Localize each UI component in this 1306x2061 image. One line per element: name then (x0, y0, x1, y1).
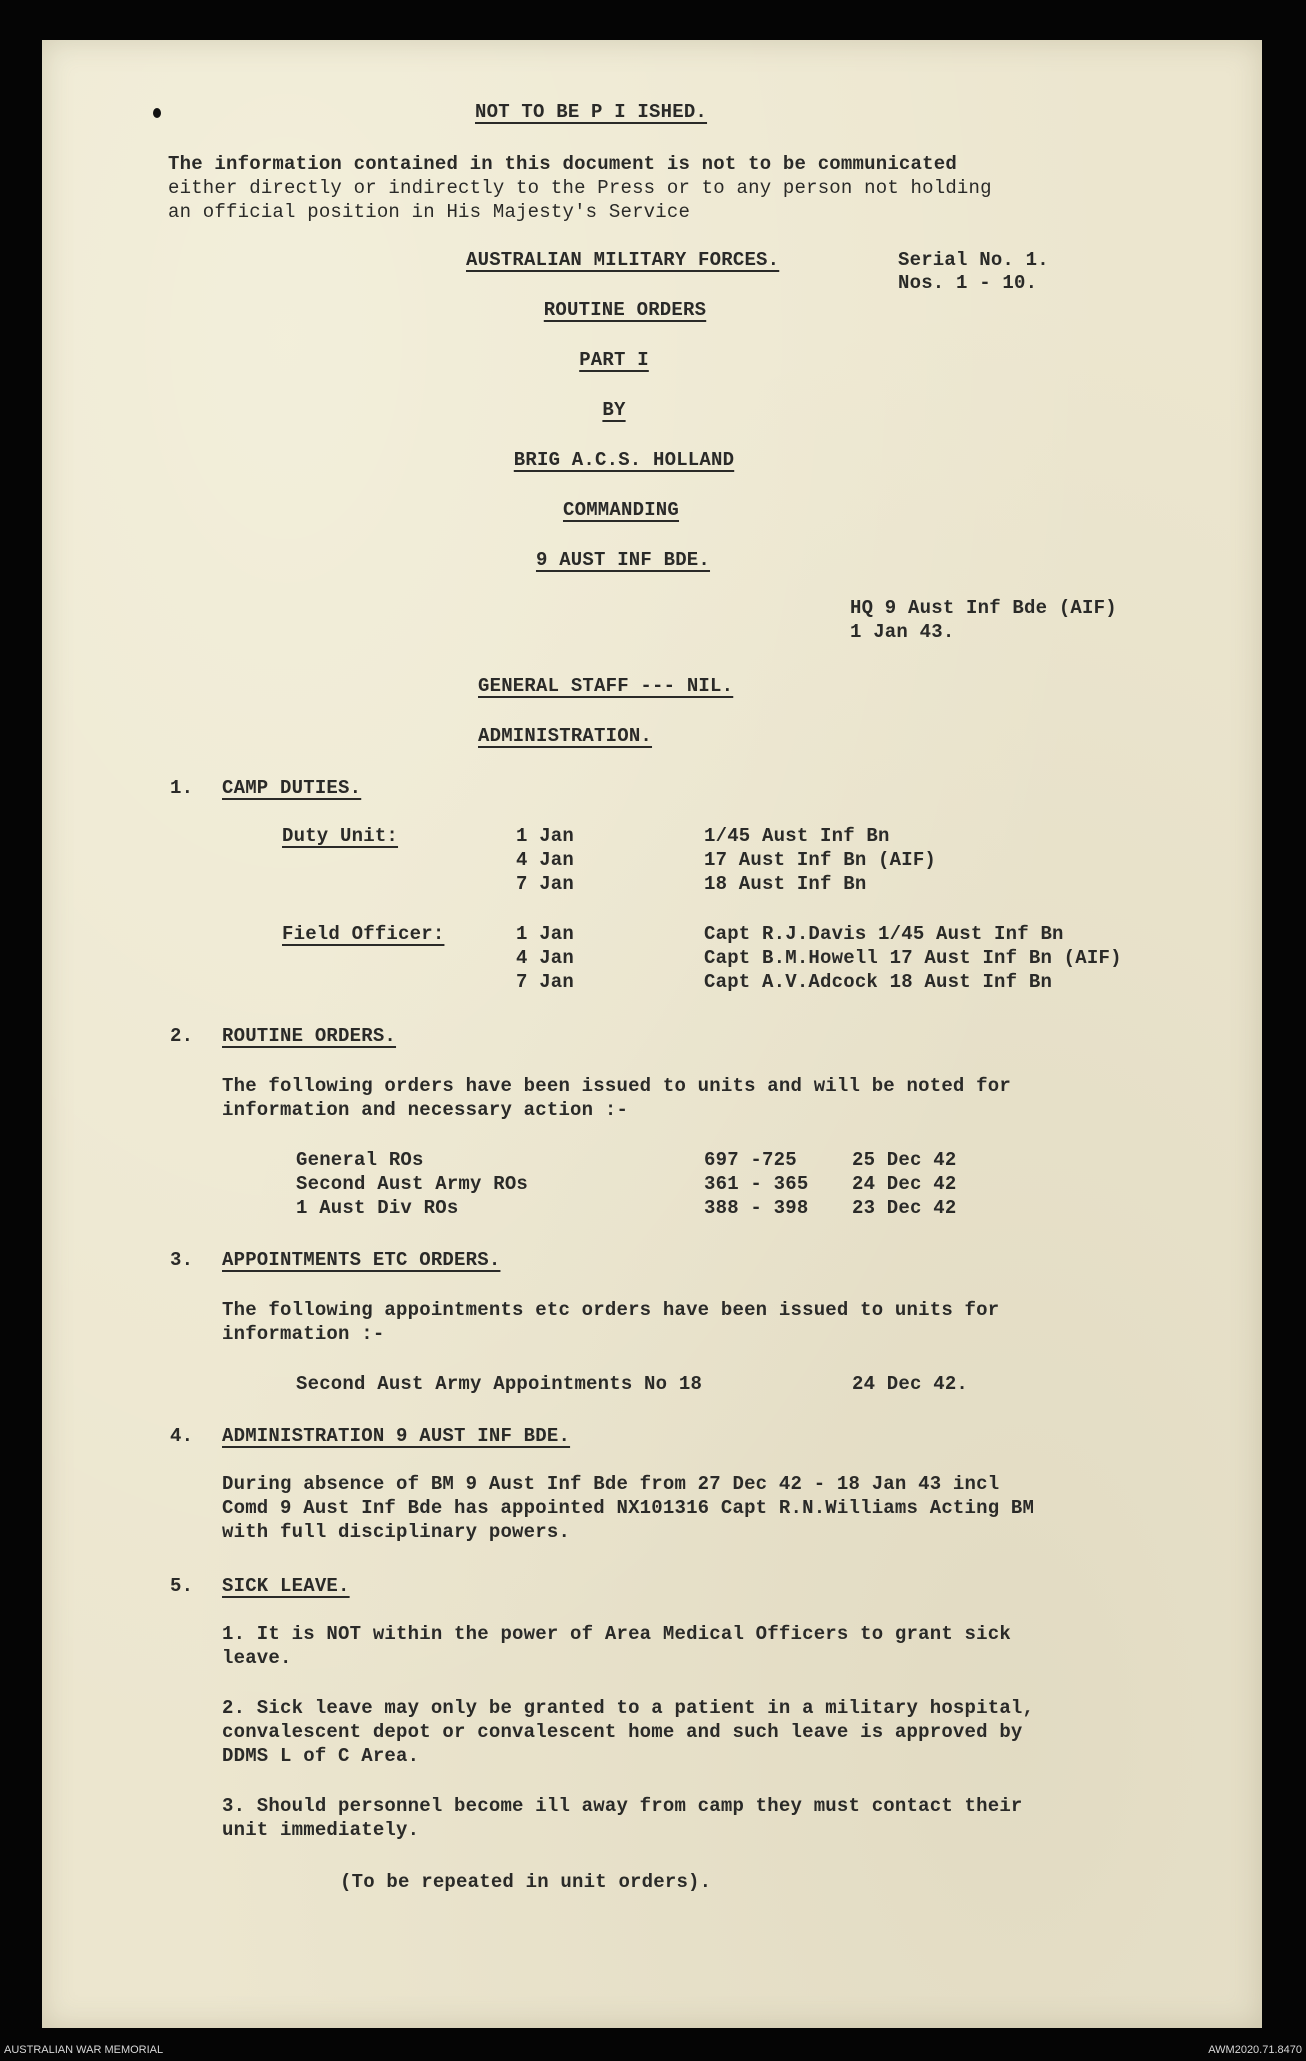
sick-leave-para-3: 3. Should personnel become ill away from camp they must contact their (222, 1795, 1023, 1817)
field-officer-label: Field Officer: (282, 923, 445, 945)
repeat-note: (To be repeated in unit orders). (340, 1871, 712, 1893)
section-3-number: 3. (170, 1249, 194, 1271)
notice-line-2: either directly or indirectly to the Press or to any person not holding (168, 177, 992, 199)
order-date: 23 Dec 42 (852, 1197, 957, 1219)
duty-date: 4 Jan (516, 849, 575, 871)
duty-date: 7 Jan (516, 873, 575, 895)
section-2-title: ROUTINE ORDERS. (222, 1025, 397, 1047)
brigade-title: 9 AUST INF BDE. (535, 549, 711, 571)
section-4-number: 4. (170, 1425, 194, 1447)
commanding-title: COMMANDING (562, 499, 680, 521)
field-date: 7 Jan (516, 971, 575, 993)
ink-blot (153, 108, 161, 118)
notice-line-3: an official position in His Majesty's Service (168, 201, 691, 223)
section-2-number: 2. (170, 1025, 194, 1047)
section-4-title: ADMINISTRATION 9 AUST INF BDE. (222, 1425, 571, 1447)
notice-line-1: The information contained in this document is not to be communicated (168, 153, 957, 175)
section-3-title: APPOINTMENTS ETC ORDERS. (222, 1249, 501, 1271)
routine-orders-title: ROUTINE ORDERS (543, 299, 707, 321)
section-4-body: with full disciplinary powers. (222, 1521, 571, 1543)
field-officer: Capt R.J.Davis 1/45 Aust Inf Bn (704, 923, 1064, 945)
duty-unit-label: Duty Unit: (282, 825, 399, 847)
duty-date: 1 Jan (516, 825, 575, 847)
sick-leave-para-2: DDMS L of C Area. (222, 1745, 420, 1767)
section-4-body: Comd 9 Aust Inf Bde has appointed NX101316 Capt R.N.Williams Acting BM (222, 1497, 1035, 1519)
field-officer: Capt A.V.Adcock 18 Aust Inf Bn (704, 971, 1053, 993)
sick-leave-para-2: convalescent depot or convalescent home and such leave is approved by (222, 1721, 1023, 1743)
field-date: 1 Jan (516, 923, 575, 945)
duty-unit: 1/45 Aust Inf Bn (704, 825, 890, 847)
order-name: 1 Aust Div ROs (296, 1197, 459, 1219)
sick-leave-para-3: unit immediately. (222, 1819, 420, 1841)
order-range: 697 -725 (704, 1149, 797, 1171)
hq-date: 1 Jan 43. (850, 621, 955, 643)
sick-leave-para-2: 2. Sick leave may only be granted to a patient in a military hospital, (222, 1697, 1035, 1719)
order-numbers: Nos. 1 - 10. (898, 272, 1038, 294)
order-date: 24 Dec 42 (852, 1173, 957, 1195)
section-4-body: During absence of BM 9 Aust Inf Bde from 27 Dec 42 - 18 Jan 43 incl (222, 1473, 1000, 1495)
sick-leave-para-1: leave. (222, 1647, 292, 1669)
administration-heading: ADMINISTRATION. (478, 725, 653, 747)
order-name: Second Aust Army ROs (296, 1173, 529, 1195)
footer-reference: AWM2020.71.8470 (1208, 2044, 1302, 2056)
hq-line: HQ 9 Aust Inf Bde (AIF) (850, 597, 1117, 619)
section-2-body: information and necessary action :- (222, 1099, 629, 1121)
order-date: 25 Dec 42 (852, 1149, 957, 1171)
restriction-heading: NOT TO BE P I ISHED. (475, 101, 708, 123)
section-5-title: SICK LEAVE. (222, 1575, 350, 1597)
section-2-body: The following orders have been issued to units and will be noted for (222, 1075, 1011, 1097)
section-3-body: information :- (222, 1323, 385, 1345)
section-5-number: 5. (170, 1575, 194, 1597)
footer-source: AUSTRALIAN WAR MEMORIAL (4, 2044, 164, 2056)
field-officer: Capt B.M.Howell 17 Aust Inf Bn (AIF) (704, 947, 1122, 969)
duty-unit: 17 Aust Inf Bn (AIF) (704, 849, 937, 871)
section-1-title: CAMP DUTIES. (222, 777, 362, 799)
sick-leave-para-1: 1. It is NOT within the power of Area Medical Officers to grant sick (222, 1623, 1011, 1645)
serial-number: Serial No. 1. (898, 249, 1049, 271)
general-staff-heading: GENERAL STAFF --- NIL. (478, 675, 734, 697)
commander-name: BRIG A.C.S. HOLLAND (513, 449, 735, 471)
order-range: 388 - 398 (704, 1197, 809, 1219)
appointment-date: 24 Dec 42. (852, 1373, 969, 1395)
by-title: BY (602, 399, 626, 421)
appointment-name: Second Aust Army Appointments No 18 (296, 1373, 703, 1395)
field-date: 4 Jan (516, 947, 575, 969)
section-3-body: The following appointments etc orders have been issued to units for (222, 1299, 1000, 1321)
section-1-number: 1. (170, 777, 194, 799)
part-title: PART I (579, 349, 649, 371)
duty-unit: 18 Aust Inf Bn (704, 873, 867, 895)
order-range: 361 - 365 (704, 1173, 809, 1195)
order-name: General ROs (296, 1149, 424, 1171)
forces-title: AUSTRALIAN MILITARY FORCES. (466, 249, 780, 271)
